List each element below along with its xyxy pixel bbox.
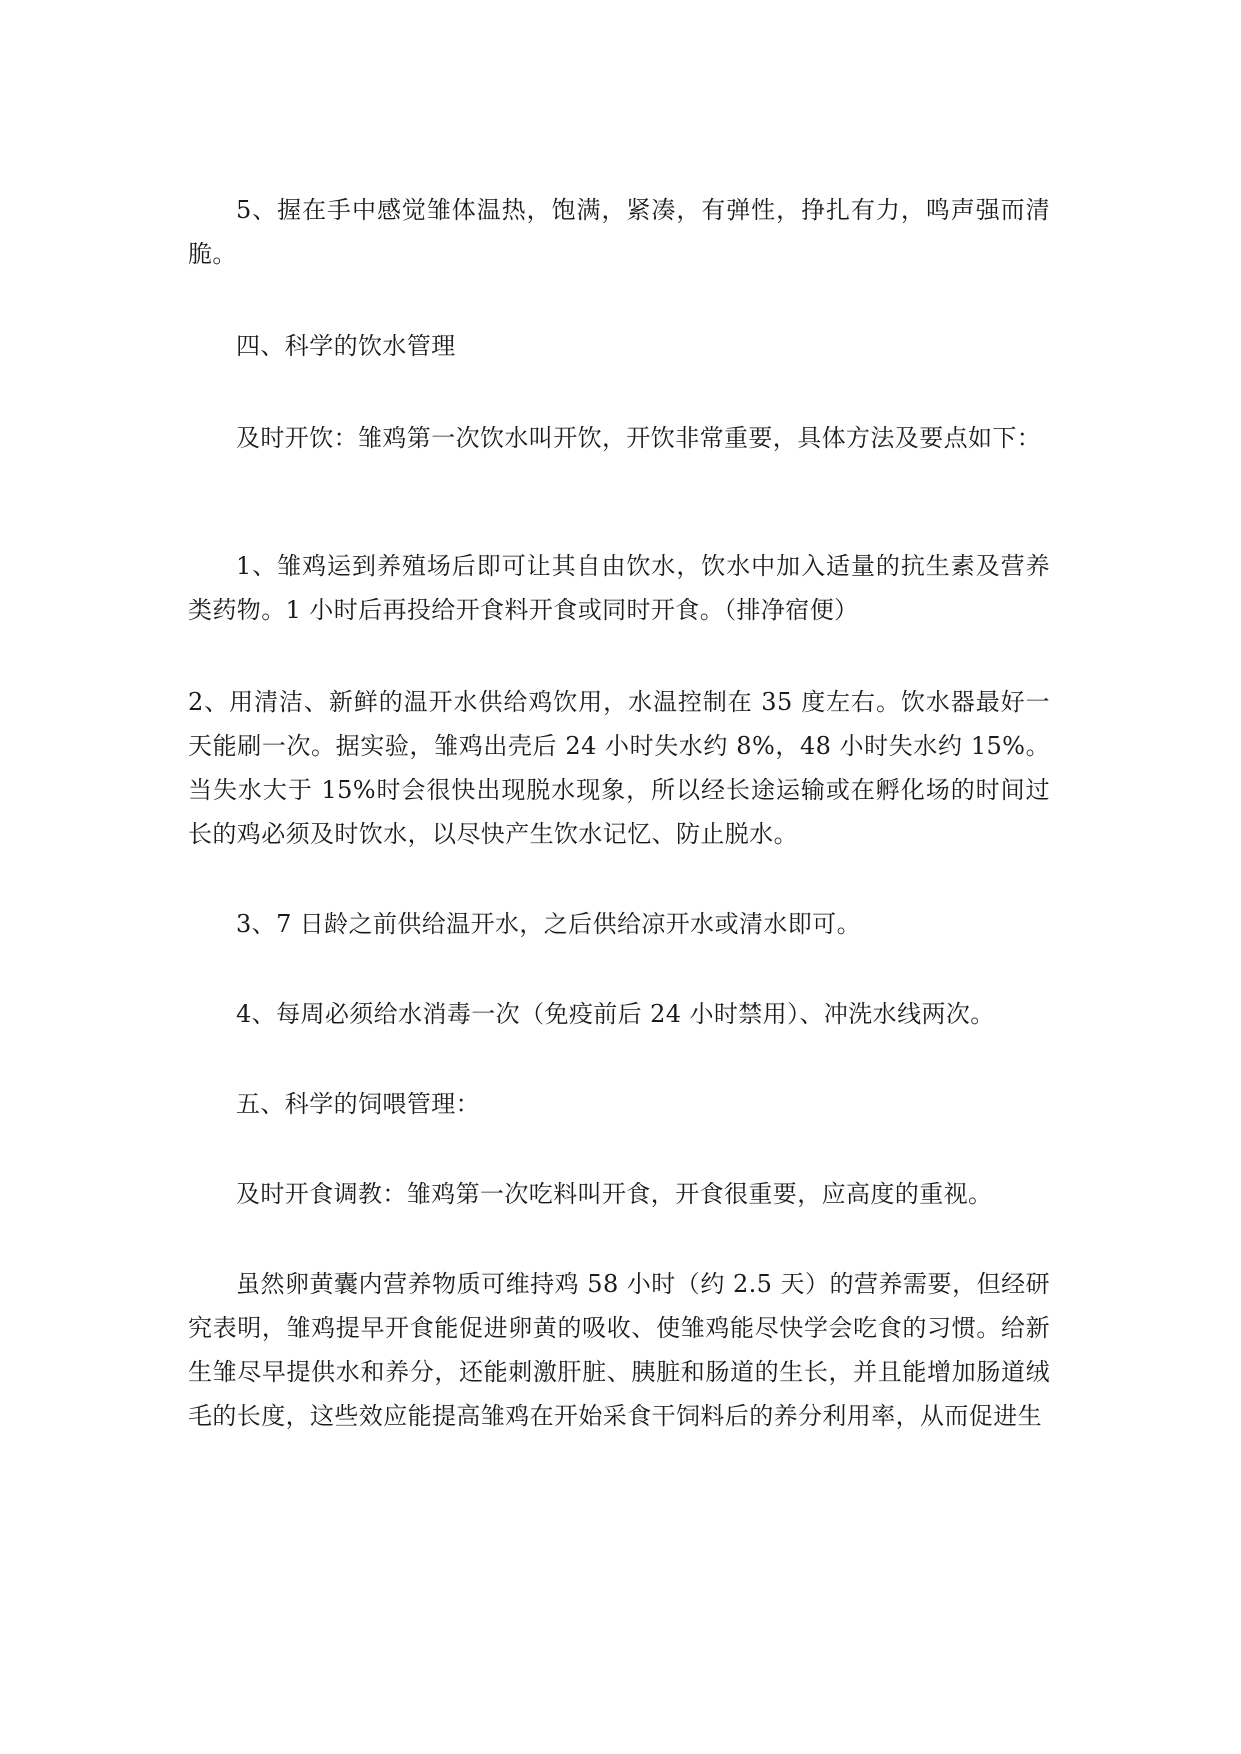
- paragraph-timely-feeding: 及时开食调教：雏鸡第一次吃料叫开食，开食很重要，应高度的重视。: [236, 1180, 993, 1208]
- paragraph-yolk-sac: 虽然卵黄囊内营养物质可维持鸡 58 小时（约 2.5 天）的营养需要，但经研究表明，雏鸡提早开食能促进卵黄的吸收、使雏鸡能尽快学会吃食的习惯。给新生雏尽早提供水和养分，还能刺激肝脏、胰脏和肠道的生长，并且能增加肠道绒毛的长度，这些效应能提高雏鸡在开始采食干饲料后的养分利用率，从而促进生: [188, 1270, 1050, 1430]
- section-heading-feeding: 五、科学的饲喂管理：: [236, 1090, 480, 1118]
- paragraph-timely-drinking: 及时开饮：雏鸡第一次饮水叫开饮，开饮非常重要，具体方法及要点如下：: [236, 424, 1042, 452]
- paragraph-item-4: 4、每周必须给水消毒一次（免疫前后 24 小时禁用）、冲洗水线两次。: [236, 1000, 995, 1028]
- paragraph-item-2: 2、用清洁、新鲜的温开水供给鸡饮用，水温控制在 35 度左右。饮水器最好一天能刷一次。据实验，雏鸡出壳后 24 小时失水约 8%，48 小时失水约 15%。当失水大于 15%时会很快出现脱水现象，所以经长途运输或在孵化场的时间过长的鸡必须及时饮水，以尽快产生饮水记忆、防止脱水。: [188, 688, 1050, 848]
- paragraph-item-3: 3、7 日龄之前供给温开水，之后供给凉开水或清水即可。: [236, 910, 861, 938]
- paragraph-item-5: 5、握在手中感觉雏体温热，饱满，紧凑，有弹性，挣扎有力，鸣声强而清脆。: [188, 196, 1050, 268]
- paragraph-item-1: 1、雏鸡运到养殖场后即可让其自由饮水，饮水中加入适量的抗生素及营养类药物。1 小时后再投给开食料开食或同时开食。（排净宿便）: [188, 552, 1050, 624]
- section-heading-drinking-water: 四、科学的饮水管理: [236, 332, 456, 360]
